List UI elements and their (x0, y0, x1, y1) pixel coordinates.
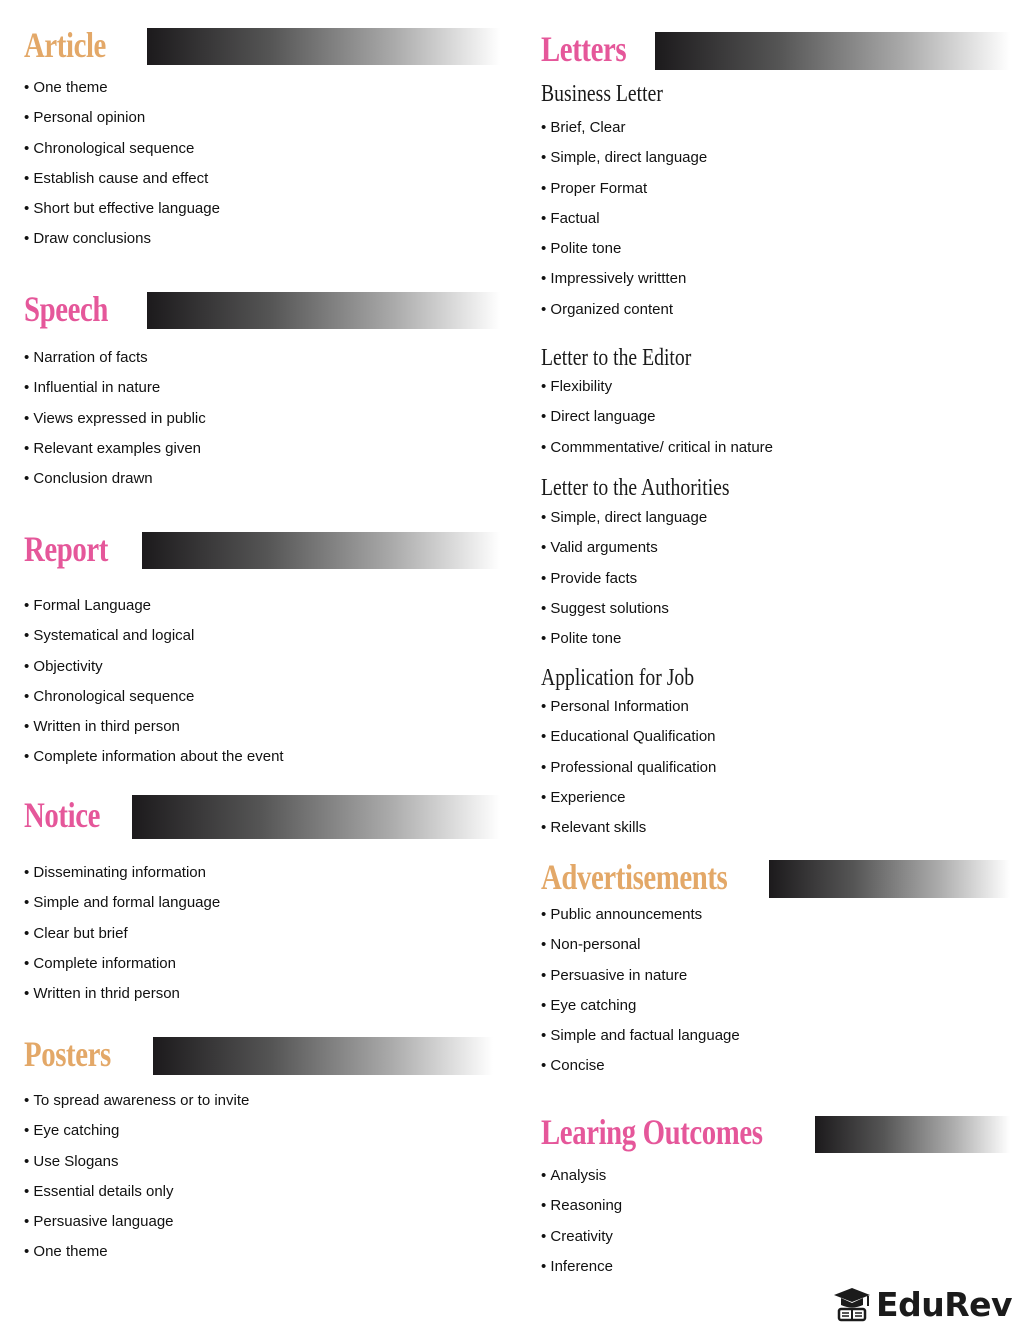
list-item: • Organized content (541, 295, 707, 325)
section-bar-speech (147, 292, 500, 329)
list-item: • Draw conclusions (24, 224, 220, 254)
list-item: • Reasoning (541, 1191, 622, 1221)
list-article (24, 73, 220, 255)
section-title-advertisements: Advertisements (541, 857, 728, 897)
list-item: • Flexibility (541, 372, 773, 402)
section-bar-notice (132, 795, 500, 839)
brand-name: EduRev (876, 1284, 1012, 1324)
list-item: • One theme (24, 1237, 249, 1267)
section-title-notice: Notice (24, 795, 100, 835)
list-item: • Eye catching (541, 991, 740, 1021)
list-item: • Views expressed in public (24, 404, 206, 434)
subtitle-letter-to-editor: Letter to the Editor (541, 345, 692, 371)
list-learning-outcomes (541, 1161, 622, 1282)
list-item: • Public announcements (541, 900, 740, 930)
subtitle-application-for-job: Application for Job (541, 665, 695, 691)
list-posters (24, 1086, 249, 1268)
list-item: • Formal Language (24, 591, 284, 621)
section-bar-letters (655, 32, 1010, 70)
list-item: • Written in thrid person (24, 979, 220, 1009)
section-title-letters: Letters (541, 29, 627, 69)
section-title-posters: Posters (24, 1034, 111, 1074)
list-item: • Establish cause and effect (24, 164, 220, 194)
list-item: • Proper Format (541, 174, 707, 204)
section-bar-report (142, 532, 500, 569)
list-item: • Simple, direct language (541, 143, 707, 173)
list-item: • Complete information (24, 949, 220, 979)
list-item: • Polite tone (541, 234, 707, 264)
list-item: • Use Slogans (24, 1147, 249, 1177)
list-item: • Brief, Clear (541, 113, 707, 143)
list-item: • Persuasive in nature (541, 961, 740, 991)
list-item: • Complete information about the event (24, 742, 284, 772)
section-bar-posters (153, 1037, 493, 1075)
list-letter-to-editor (541, 372, 773, 463)
list-item: • Creativity (541, 1222, 622, 1252)
subtitle-letter-to-authorities: Letter to the Authorities (541, 475, 730, 501)
list-item: • Commmentative/ critical in nature (541, 433, 773, 463)
list-item: • Non-personal (541, 930, 740, 960)
list-item: • Relevant skills (541, 813, 716, 843)
list-item: • Essential details only (24, 1177, 249, 1207)
list-item: • Narration of facts (24, 343, 206, 373)
list-item: • Relevant examples given (24, 434, 206, 464)
list-item: • Polite tone (541, 624, 707, 654)
list-item: • Eye catching (24, 1116, 249, 1146)
brand-logo[interactable] (832, 1284, 1012, 1324)
list-item: • Simple and factual language (541, 1021, 740, 1051)
list-item: • Experience (541, 783, 716, 813)
list-report (24, 591, 284, 773)
list-item: • Systematical and logical (24, 621, 284, 651)
list-item: • Conclusion drawn (24, 464, 206, 494)
section-title-report: Report (24, 529, 108, 569)
list-item: • Concise (541, 1051, 740, 1081)
list-item: • Clear but brief (24, 919, 220, 949)
list-item: • Objectivity (24, 652, 284, 682)
list-item: • Simple and formal language (24, 888, 220, 918)
list-application-for-job (541, 692, 716, 843)
list-item: • Personal opinion (24, 103, 220, 133)
list-item: • Short but effective language (24, 194, 220, 224)
subtitle-business-letter: Business Letter (541, 81, 663, 107)
list-item: • Analysis (541, 1161, 622, 1191)
list-item: • Suggest solutions (541, 594, 707, 624)
list-letter-to-authorities (541, 503, 707, 654)
section-title-learning-outcomes: Learing Outcomes (541, 1112, 763, 1152)
list-speech (24, 343, 206, 494)
list-item: • To spread awareness or to invite (24, 1086, 249, 1116)
list-notice (24, 858, 220, 1009)
list-item: • Professional qualification (541, 753, 716, 783)
section-title-article: Article (24, 25, 106, 65)
list-item: • Educational Qualification (541, 722, 716, 752)
list-item: • Persuasive language (24, 1207, 249, 1237)
list-advertisements (541, 900, 740, 1082)
list-item: • Disseminating information (24, 858, 220, 888)
section-title-speech: Speech (24, 289, 108, 329)
list-item: • Written in third person (24, 712, 284, 742)
list-item: • Influential in nature (24, 373, 206, 403)
section-bar-advertisements (769, 860, 1010, 898)
graduation-cap-icon (832, 1286, 872, 1322)
list-item: • Personal Information (541, 692, 716, 722)
section-bar-article (147, 28, 500, 65)
list-item: • Direct language (541, 402, 773, 432)
list-item: • Chronological sequence (24, 682, 284, 712)
list-business-letter (541, 113, 707, 325)
list-item: • Factual (541, 204, 707, 234)
list-item: • Simple, direct language (541, 503, 707, 533)
list-item: • Provide facts (541, 564, 707, 594)
list-item: • Impressively writtten (541, 264, 707, 294)
list-item: • Inference (541, 1252, 622, 1282)
list-item: • Valid arguments (541, 533, 707, 563)
list-item: • Chronological sequence (24, 134, 220, 164)
list-item: • One theme (24, 73, 220, 103)
section-bar-learning-outcomes (815, 1116, 1010, 1153)
